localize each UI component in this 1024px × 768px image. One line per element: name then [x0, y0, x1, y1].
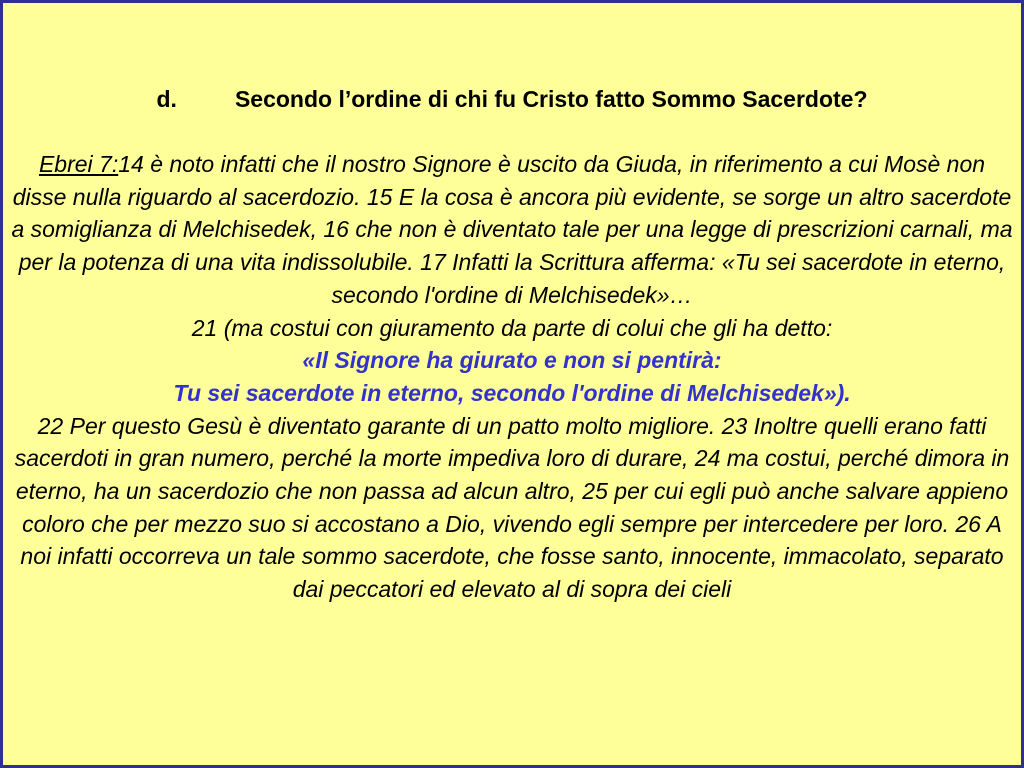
question-number: d. — [156, 86, 177, 112]
passage-paragraph-2-intro: 21 (ma costui con giuramento da parte di colui che gli ha detto: — [191, 314, 833, 341]
scripture-reference: Ebrei 7: — [38, 151, 119, 177]
slide-content — [11, 83, 1013, 606]
passage-paragraph-3: 22 Per questo Gesù è diventato garante di un patto molto migliore. 23 Inoltre quelli erano fatti sacerdoti in gran numero, perché la morte impediva loro di durare, 24 ma costui, perché dimora in eterno, ha un sacerdozio che non passa ad alcun altro, 25 per cui egli può anche salvare appieno coloro che per mezzo suo si accostano a Dio, vivendo egli sempre per intercedere per loro. 26 A noi infatti occorreva un tale sommo sacerdote, che fosse santo, innocente, immacolato, separato dai peccatori ed elevato al di sopra dei cieli — [14, 412, 1010, 603]
spacer — [11, 115, 1013, 148]
oath-quote-line-1: «Il Signore ha giurato e non si pentirà: — [302, 347, 722, 374]
oath-quote-line-2: Tu sei sacerdote in eterno, secondo l'ordine di Melchisedek»). — [173, 379, 851, 406]
question-text: Secondo l’ordine di chi fu Cristo fatto Sommo Sacerdote? — [234, 86, 868, 112]
scripture-passage — [11, 148, 1013, 606]
question-heading — [11, 83, 1013, 115]
passage-paragraph-1: 14 è noto infatti che il nostro Signore è uscito da Giuda, in riferimento a cui Mosè non disse nulla riguardo al sacerdozio. 15 E la cosa è ancora più evidente, se sorge un altro sacerdote a somiglianza di Melchisedek, 16 che non è diventato tale per una legge di prescrizioni carnali, ma per la potenza di una vita indissolubile. 17 Infatti la Scrittura afferma: «Tu sei sacerdote in eterno, secondo l'ordine di Melchisedek»… — [11, 151, 1013, 308]
